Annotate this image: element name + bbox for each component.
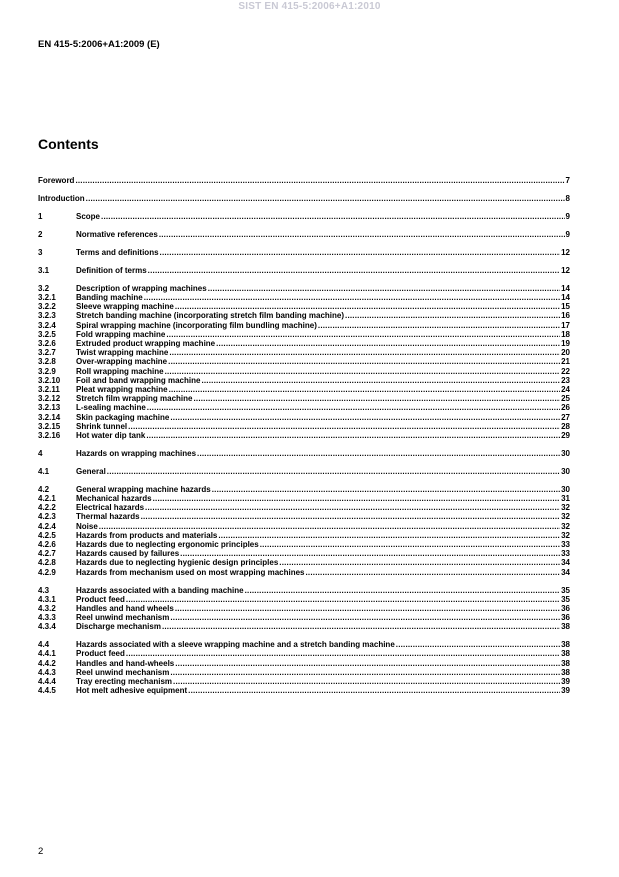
toc-entry-title: Product feed bbox=[76, 594, 125, 604]
toc-entry-title: Thermal hazards bbox=[76, 512, 140, 522]
dot-leader bbox=[146, 431, 560, 440]
toc-entry-number: 4.3.3 bbox=[38, 613, 56, 623]
toc-entry-title: Hazards associated with a sleeve wrapping machine and a stretch banding machine bbox=[76, 640, 395, 650]
toc-entry-number: 4.4.2 bbox=[38, 658, 56, 668]
toc-entry-title: Hazards due to neglecting ergonomic principles bbox=[76, 539, 259, 549]
toc-entry-page: 36 bbox=[561, 603, 570, 613]
toc-entry-title: Mechanical hazards bbox=[76, 494, 152, 504]
toc-entry-page: 29 bbox=[561, 430, 570, 440]
toc-entry[interactable] bbox=[38, 330, 570, 339]
dot-leader bbox=[212, 485, 560, 494]
dot-leader bbox=[75, 176, 564, 185]
dot-leader bbox=[201, 376, 560, 385]
dot-leader bbox=[168, 357, 560, 366]
toc-entry-title: Shrink tunnel bbox=[76, 421, 128, 431]
dot-leader bbox=[245, 586, 560, 595]
dot-leader bbox=[107, 467, 560, 476]
toc-entry[interactable] bbox=[38, 568, 570, 577]
toc-entry[interactable] bbox=[38, 558, 570, 567]
toc-entry[interactable] bbox=[38, 230, 570, 239]
dot-leader bbox=[396, 640, 560, 649]
toc-entry[interactable] bbox=[38, 449, 570, 458]
toc-entry[interactable] bbox=[38, 367, 570, 376]
toc-entry-page: 26 bbox=[561, 403, 570, 413]
dot-leader bbox=[145, 503, 560, 512]
toc-entry-number: 4.4.5 bbox=[38, 686, 56, 696]
toc-entry-page: 38 bbox=[561, 640, 570, 650]
toc-entry-title: Scope bbox=[76, 211, 101, 221]
dot-leader bbox=[345, 311, 560, 320]
toc-entry-title: Spiral wrapping machine (incorporating film bundling machine) bbox=[76, 320, 317, 330]
toc-entry-title: Foil and band wrapping machine bbox=[76, 375, 201, 385]
toc-entry[interactable] bbox=[38, 640, 570, 649]
toc-entry-title: Hazards from products and materials bbox=[76, 530, 218, 540]
toc-entry-page: 35 bbox=[561, 594, 570, 604]
toc-entry-title: Twist wrapping machine bbox=[76, 348, 169, 358]
toc-entry-number: 4.2.7 bbox=[38, 549, 56, 559]
dot-leader bbox=[175, 302, 560, 311]
toc-entry-number: 3.2.8 bbox=[38, 357, 56, 367]
toc-entry-page: 12 bbox=[561, 265, 570, 275]
dot-leader bbox=[170, 613, 560, 622]
toc-entry-number: 4.4 bbox=[38, 640, 50, 650]
toc-entry-number: 3.2.4 bbox=[38, 320, 56, 330]
toc-entry-title: Description of wrapping machines bbox=[76, 283, 207, 293]
toc-entry-title: Handles and hand wheels bbox=[76, 603, 174, 613]
toc-entry-page: 7 bbox=[565, 176, 570, 185]
toc-entry-page: 33 bbox=[561, 539, 570, 549]
toc-entry[interactable] bbox=[38, 311, 570, 320]
toc-entry-number: 4.2.8 bbox=[38, 558, 56, 568]
dot-leader bbox=[160, 248, 561, 257]
dot-leader bbox=[169, 348, 560, 357]
toc-entry[interactable] bbox=[38, 467, 570, 476]
document-id: EN 415-5:2006+A1:2009 (E) bbox=[38, 39, 160, 50]
toc-entry[interactable] bbox=[38, 376, 570, 385]
toc-entry-title: Stretch film wrapping machine bbox=[76, 394, 193, 404]
toc-entry[interactable] bbox=[38, 668, 570, 677]
toc-entry-number: 3.2.6 bbox=[38, 339, 56, 349]
toc-entry-number: 4.2.9 bbox=[38, 567, 56, 577]
dot-leader bbox=[318, 321, 560, 330]
toc-entry[interactable] bbox=[38, 293, 570, 302]
toc-entry-title: Hazards associated with a banding machine bbox=[76, 585, 244, 595]
toc-entry[interactable] bbox=[38, 284, 570, 293]
toc-entry[interactable] bbox=[38, 522, 570, 531]
toc-entry-page: 17 bbox=[561, 320, 570, 330]
toc-entry[interactable] bbox=[38, 485, 570, 494]
toc-entry-number: 3.2.7 bbox=[38, 348, 56, 358]
dot-leader bbox=[173, 677, 560, 686]
toc-entry[interactable] bbox=[38, 266, 570, 275]
toc-entry-title: Pleat wrapping machine bbox=[76, 384, 168, 394]
toc-entry-page: 30 bbox=[561, 466, 570, 476]
toc-entry-title: Hot water dip tank bbox=[76, 430, 146, 440]
toc-entry-page: 33 bbox=[561, 549, 570, 559]
toc-entry-title: Electrical hazards bbox=[76, 503, 145, 513]
toc-entry-number: 4 bbox=[38, 448, 43, 458]
toc-entry-page: 32 bbox=[561, 512, 570, 522]
toc-entry[interactable] bbox=[38, 595, 570, 604]
dot-leader bbox=[101, 212, 565, 221]
toc-entry-number: 4.2 bbox=[38, 484, 50, 494]
page-number: 2 bbox=[38, 846, 44, 857]
toc-entry-page: 22 bbox=[561, 366, 570, 376]
toc-entry-number: 3.2.1 bbox=[38, 293, 56, 303]
dot-leader bbox=[306, 568, 561, 577]
toc-entry-number: 3.2.14 bbox=[38, 412, 61, 422]
toc-entry-number: 3.2.16 bbox=[38, 430, 61, 440]
dot-leader bbox=[175, 604, 560, 613]
toc-entry-number: 3.2.5 bbox=[38, 329, 56, 339]
dot-leader bbox=[197, 449, 560, 458]
dot-leader bbox=[153, 494, 561, 503]
toc-entry-title: General bbox=[76, 466, 106, 476]
toc-entry-number: 3.1 bbox=[38, 265, 50, 275]
toc-entry-title: Reel unwind mechanism bbox=[76, 613, 170, 623]
toc-entry-title: Over-wrapping machine bbox=[76, 357, 168, 367]
toc-entry-number: 2 bbox=[38, 229, 43, 239]
toc-entry[interactable] bbox=[38, 494, 570, 503]
toc-entry-page: 34 bbox=[561, 567, 570, 577]
dot-leader bbox=[126, 595, 560, 604]
toc-entry[interactable] bbox=[38, 531, 570, 540]
toc-entry[interactable] bbox=[38, 540, 570, 549]
toc-entry-title: Hazards caused by failures bbox=[76, 549, 180, 559]
toc-entry-number: 4.2.5 bbox=[38, 530, 56, 540]
dot-leader bbox=[126, 649, 560, 658]
toc-entry-page: 23 bbox=[561, 375, 570, 385]
toc-entry-number: 3.2.10 bbox=[38, 375, 61, 385]
toc-entry[interactable] bbox=[38, 357, 570, 366]
toc-entry-title: Definition of terms bbox=[76, 265, 147, 275]
toc-entry-page: 20 bbox=[561, 348, 570, 358]
toc-entry-page: 30 bbox=[561, 484, 570, 494]
toc-entry-number: 4.4.4 bbox=[38, 677, 56, 687]
toc-entry-page: 12 bbox=[561, 247, 570, 257]
toc-entry-page: 30 bbox=[561, 448, 570, 458]
toc-entry-title: Product feed bbox=[76, 649, 125, 659]
toc-entry[interactable] bbox=[38, 385, 570, 394]
dot-leader bbox=[216, 339, 560, 348]
toc-entry-title: Hazards due to neglecting hygienic design principles bbox=[76, 558, 279, 568]
toc-entry[interactable] bbox=[38, 339, 570, 348]
toc-entry[interactable] bbox=[38, 413, 570, 422]
toc-entry[interactable] bbox=[38, 622, 570, 631]
toc-entry-number: 4.2.1 bbox=[38, 494, 56, 504]
toc-entry-title: Roll wrapping machine bbox=[76, 366, 164, 376]
dot-leader bbox=[86, 194, 565, 203]
dot-leader bbox=[144, 293, 560, 302]
table-of-contents bbox=[38, 176, 570, 695]
toc-entry-title: General wrapping machine hazards bbox=[76, 484, 211, 494]
toc-entry-page: 14 bbox=[561, 283, 570, 293]
toc-entry[interactable] bbox=[38, 422, 570, 431]
toc-entry[interactable] bbox=[38, 677, 570, 686]
toc-entry[interactable] bbox=[38, 348, 570, 357]
dot-leader bbox=[188, 686, 560, 695]
toc-entry-page: 27 bbox=[561, 412, 570, 422]
toc-entry-page: 28 bbox=[561, 421, 570, 431]
toc-entry[interactable] bbox=[38, 394, 570, 403]
toc-entry-title: Banding machine bbox=[76, 293, 143, 303]
toc-entry-title: Extruded product wrapping machine bbox=[76, 339, 216, 349]
toc-entry-title: Reel unwind mechanism bbox=[76, 667, 170, 677]
toc-entry-number: 3.2.15 bbox=[38, 421, 61, 431]
dot-leader bbox=[162, 622, 560, 631]
toc-entry-number: 3.2.12 bbox=[38, 394, 61, 404]
toc-entry[interactable] bbox=[38, 403, 570, 412]
toc-entry-page: 24 bbox=[561, 384, 570, 394]
toc-entry-title: Hazards on wrapping machines bbox=[76, 448, 197, 458]
toc-entry-page: 18 bbox=[561, 329, 570, 339]
toc-entry-number: 4.4.3 bbox=[38, 667, 56, 677]
toc-entry-page: 32 bbox=[561, 521, 570, 531]
dot-leader bbox=[165, 367, 561, 376]
dot-leader bbox=[170, 413, 560, 422]
toc-entry-title: Hot melt adhesive equipment bbox=[76, 686, 188, 696]
toc-entry[interactable] bbox=[38, 212, 570, 221]
dot-leader bbox=[147, 403, 560, 412]
dot-leader bbox=[159, 230, 565, 239]
toc-entry-page: 9 bbox=[565, 211, 570, 221]
toc-entry-page: 14 bbox=[561, 293, 570, 303]
dot-leader bbox=[148, 266, 560, 275]
toc-entry-title: Fold wrapping machine bbox=[76, 329, 166, 339]
toc-entry-title: Introduction bbox=[38, 193, 85, 203]
toc-entry-page: 38 bbox=[561, 658, 570, 668]
toc-entry-number: 4.2.6 bbox=[38, 539, 56, 549]
toc-entry-title: Foreword bbox=[38, 176, 75, 185]
toc-entry[interactable] bbox=[38, 194, 570, 203]
toc-entry[interactable] bbox=[38, 302, 570, 311]
dot-leader bbox=[99, 522, 560, 531]
dot-leader bbox=[218, 531, 560, 540]
toc-entry-title: Noise bbox=[76, 521, 98, 531]
toc-entry-number: 3.2.11 bbox=[38, 384, 60, 394]
dot-leader bbox=[169, 385, 561, 394]
toc-entry-number: 4.1 bbox=[38, 466, 50, 476]
toc-entry[interactable] bbox=[38, 431, 570, 440]
toc-entry-title: Handles and hand-wheels bbox=[76, 658, 175, 668]
toc-entry-title: Normative references bbox=[76, 229, 158, 239]
toc-entry[interactable] bbox=[38, 321, 570, 330]
toc-entry-title: L-sealing machine bbox=[76, 403, 146, 413]
toc-entry[interactable] bbox=[38, 613, 570, 622]
toc-entry-number: 4.2.3 bbox=[38, 512, 56, 522]
toc-entry-page: 15 bbox=[561, 302, 570, 312]
toc-entry-page: 39 bbox=[561, 677, 570, 687]
dot-leader bbox=[260, 540, 560, 549]
toc-entry-title: Hazards from mechanism used on most wrapping machines bbox=[76, 567, 305, 577]
toc-entry-page: 8 bbox=[565, 193, 570, 203]
toc-entry-number: 3.2.2 bbox=[38, 302, 56, 312]
dot-leader bbox=[141, 512, 561, 521]
toc-entry[interactable] bbox=[38, 176, 570, 185]
toc-entry-number: 4.3.2 bbox=[38, 603, 56, 613]
toc-entry-title: Stretch banding machine (incorporating stretch film banding machine) bbox=[76, 311, 345, 321]
toc-entry[interactable] bbox=[38, 549, 570, 558]
toc-entry-page: 34 bbox=[561, 558, 570, 568]
toc-entry-title: Terms and definitions bbox=[76, 247, 159, 257]
watermark: SIST EN 415-5:2006+A1:2010 bbox=[238, 1, 381, 12]
toc-entry[interactable] bbox=[38, 503, 570, 512]
toc-entry-number: 4.3.4 bbox=[38, 622, 56, 632]
toc-entry-number: 3.2.9 bbox=[38, 366, 56, 376]
toc-entry-page: 35 bbox=[561, 585, 570, 595]
page-title: Contents bbox=[38, 136, 99, 152]
toc-entry-page: 32 bbox=[561, 503, 570, 513]
toc-entry-title: Skin packaging machine bbox=[76, 412, 170, 422]
toc-entry-page: 32 bbox=[561, 530, 570, 540]
toc-entry-number: 4.4.1 bbox=[38, 649, 56, 659]
toc-entry[interactable] bbox=[38, 659, 570, 668]
toc-entry-number: 3.2 bbox=[38, 283, 50, 293]
toc-entry[interactable] bbox=[38, 649, 570, 658]
toc-entry-number: 4.2.4 bbox=[38, 521, 56, 531]
toc-entry-title: Discharge mechanism bbox=[76, 622, 161, 632]
toc-entry[interactable] bbox=[38, 586, 570, 595]
toc-entry[interactable] bbox=[38, 686, 570, 695]
dot-leader bbox=[128, 422, 560, 431]
dot-leader bbox=[279, 558, 560, 567]
toc-entry-title: Tray erecting mechanism bbox=[76, 677, 173, 687]
toc-entry-page: 25 bbox=[561, 394, 570, 404]
toc-entry-number: 3.2.3 bbox=[38, 311, 56, 321]
dot-leader bbox=[175, 659, 560, 668]
toc-entry-page: 38 bbox=[561, 649, 570, 659]
toc-entry-page: 38 bbox=[561, 667, 570, 677]
toc-entry-number: 3 bbox=[38, 247, 43, 257]
toc-entry-page: 39 bbox=[561, 686, 570, 696]
toc-entry-page: 19 bbox=[561, 339, 570, 349]
toc-entry-page: 21 bbox=[561, 357, 570, 367]
toc-entry-title: Sleeve wrapping machine bbox=[76, 302, 174, 312]
dot-leader bbox=[170, 668, 560, 677]
toc-entry-number: 3.2.13 bbox=[38, 403, 61, 413]
toc-entry[interactable] bbox=[38, 248, 570, 257]
toc-entry-number: 1 bbox=[38, 211, 43, 221]
toc-entry-page: 31 bbox=[561, 494, 570, 504]
toc-entry-page: 38 bbox=[561, 622, 570, 632]
toc-entry-page: 9 bbox=[565, 229, 570, 239]
toc-entry[interactable] bbox=[38, 604, 570, 613]
toc-entry-number: 4.3 bbox=[38, 585, 50, 595]
dot-leader bbox=[208, 284, 560, 293]
toc-entry-number: 4.3.1 bbox=[38, 594, 56, 604]
toc-entry-page: 16 bbox=[561, 311, 570, 321]
dot-leader bbox=[193, 394, 560, 403]
dot-leader bbox=[166, 330, 560, 339]
toc-entry[interactable] bbox=[38, 512, 570, 521]
dot-leader bbox=[180, 549, 560, 558]
toc-entry-number: 4.2.2 bbox=[38, 503, 56, 513]
toc-entry-page: 36 bbox=[561, 613, 570, 623]
